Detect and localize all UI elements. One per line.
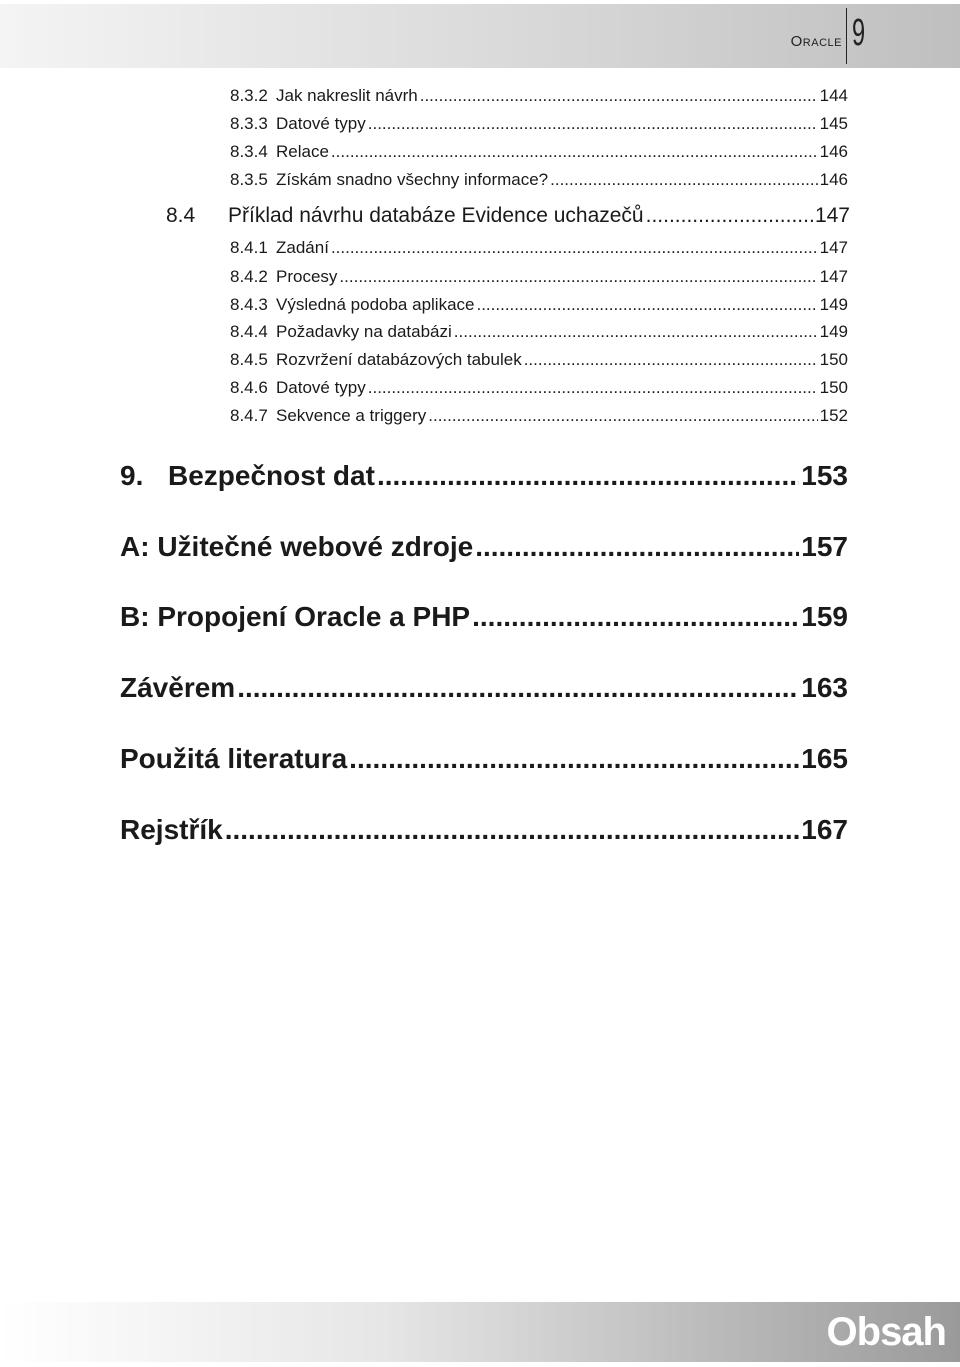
- toc-entry-title: Požadavky na databázi: [276, 322, 452, 341]
- toc-entry-title: Použitá literatura: [120, 743, 348, 774]
- toc-chapter-entry[interactable]: [120, 743, 848, 775]
- toc-entry-number: 8.3.3: [230, 114, 268, 133]
- toc-entry-page: 149: [819, 295, 848, 314]
- toc-dot-leader: [349, 743, 799, 775]
- toc-entry-number: 8.4.7: [230, 406, 268, 425]
- toc-entry-number: 8.3.4: [230, 142, 268, 161]
- toc-entry[interactable]: [230, 142, 848, 162]
- toc-entry-page: 153: [801, 460, 848, 491]
- toc-chapter-entry[interactable]: [120, 460, 848, 492]
- toc-entry[interactable]: [230, 406, 848, 426]
- toc-section-entry[interactable]: [166, 204, 850, 228]
- toc-entry-page: 147: [814, 204, 850, 227]
- toc-entry-number: 9.: [120, 460, 144, 491]
- toc-entry-page: 147: [819, 267, 848, 286]
- toc-entry-number: 8.4.2: [230, 267, 268, 286]
- toc-entry-page: 149: [819, 322, 848, 341]
- footer-band: [0, 1302, 960, 1362]
- toc-chapter-entry[interactable]: [120, 814, 848, 846]
- toc-dot-leader: [368, 114, 818, 134]
- toc-entry-number: 8.4: [166, 204, 196, 227]
- toc-entry-page: 150: [819, 378, 848, 397]
- toc-entry[interactable]: [230, 114, 848, 134]
- toc-entry-title: Rozvržení databázových tabulek: [276, 350, 522, 369]
- toc-entry-number: 8.4.3: [230, 295, 268, 314]
- toc-entry-title: A: Užitečné webové zdroje: [120, 531, 474, 562]
- toc-entry-page: 167: [801, 814, 848, 845]
- toc-entry[interactable]: [230, 267, 848, 287]
- toc-entry-title: Sekvence a triggery: [276, 406, 427, 425]
- toc-dot-leader: [331, 238, 818, 258]
- page-number: 9: [852, 12, 866, 54]
- toc-entry-title: Závěrem: [120, 672, 236, 703]
- toc-dot-leader: [454, 322, 818, 342]
- toc-dot-leader: [476, 295, 817, 315]
- toc-entry-page: 152: [819, 406, 848, 425]
- running-title: Oracle: [790, 33, 842, 50]
- toc-dot-leader: [420, 86, 818, 106]
- toc-entry-page: 165: [801, 743, 848, 774]
- toc-entry-title: Jak nakreslit návrh: [276, 86, 418, 105]
- toc-entry[interactable]: [230, 170, 848, 190]
- toc-dot-leader: [331, 142, 818, 162]
- toc-chapter-entry[interactable]: [120, 601, 848, 633]
- toc-entry[interactable]: [230, 378, 848, 398]
- toc-entry-number: 8.4.6: [230, 378, 268, 397]
- toc-entry-page: 146: [819, 170, 848, 189]
- toc-dot-leader: [339, 267, 817, 287]
- toc-dot-leader: [646, 204, 813, 228]
- toc-entry[interactable]: [230, 238, 848, 258]
- toc-entry-title: Datové typy: [276, 114, 366, 133]
- toc-dot-leader: [428, 406, 817, 426]
- toc-entry-page: 150: [819, 350, 848, 369]
- toc-chapter-entry[interactable]: [120, 672, 848, 704]
- toc-entry-title: Příklad návrhu databáze Evidence uchazečů: [228, 204, 644, 227]
- section-label: Obsah: [826, 1310, 946, 1354]
- toc-entry-number: 8.4.5: [230, 350, 268, 369]
- header-divider: [846, 8, 847, 64]
- toc-entry-title: Procesy: [276, 267, 338, 286]
- toc-dot-leader: [225, 814, 800, 846]
- toc-entry-page: 145: [819, 114, 848, 133]
- toc-entry-number: 8.4.1: [230, 238, 268, 257]
- toc-entry[interactable]: [230, 350, 848, 370]
- toc-entry[interactable]: [230, 322, 848, 342]
- toc-entry-number: 8.3.2: [230, 86, 268, 105]
- toc-dot-leader: [472, 601, 799, 633]
- toc-entry-title: Datové typy: [276, 378, 366, 397]
- toc-dot-leader: [550, 170, 818, 190]
- toc-entry-page: 163: [801, 672, 848, 703]
- toc-entry-title: Zadání: [276, 238, 329, 257]
- toc-chapter-entry[interactable]: [120, 531, 848, 563]
- toc-dot-leader: [524, 350, 818, 370]
- toc-entry-title: B: Propojení Oracle a PHP: [120, 601, 471, 632]
- toc-entry-number: 8.3.5: [230, 170, 268, 189]
- toc-dot-leader: [368, 378, 818, 398]
- toc-entry-title: Rejstřík: [120, 814, 223, 845]
- toc-entry-page: 157: [801, 531, 848, 562]
- toc-entry-title: Bezpečnost dat: [168, 460, 375, 491]
- toc-entry[interactable]: [230, 295, 848, 315]
- toc-dot-leader: [475, 531, 799, 563]
- toc-entry-page: 159: [801, 601, 848, 632]
- toc-entry-title: Výsledná podoba aplikace: [276, 295, 475, 314]
- toc-entry-page: 146: [819, 142, 848, 161]
- toc-entry-page: 144: [819, 86, 848, 105]
- toc-entry-title: Relace: [276, 142, 329, 161]
- toc-entry-title: Získám snadno všechny informace?: [276, 170, 549, 189]
- toc-entry-number: 8.4.4: [230, 322, 268, 341]
- toc-entry[interactable]: [230, 86, 848, 106]
- toc-entry-page: 147: [819, 238, 848, 257]
- toc-dot-leader: [377, 460, 799, 492]
- toc-dot-leader: [237, 672, 799, 704]
